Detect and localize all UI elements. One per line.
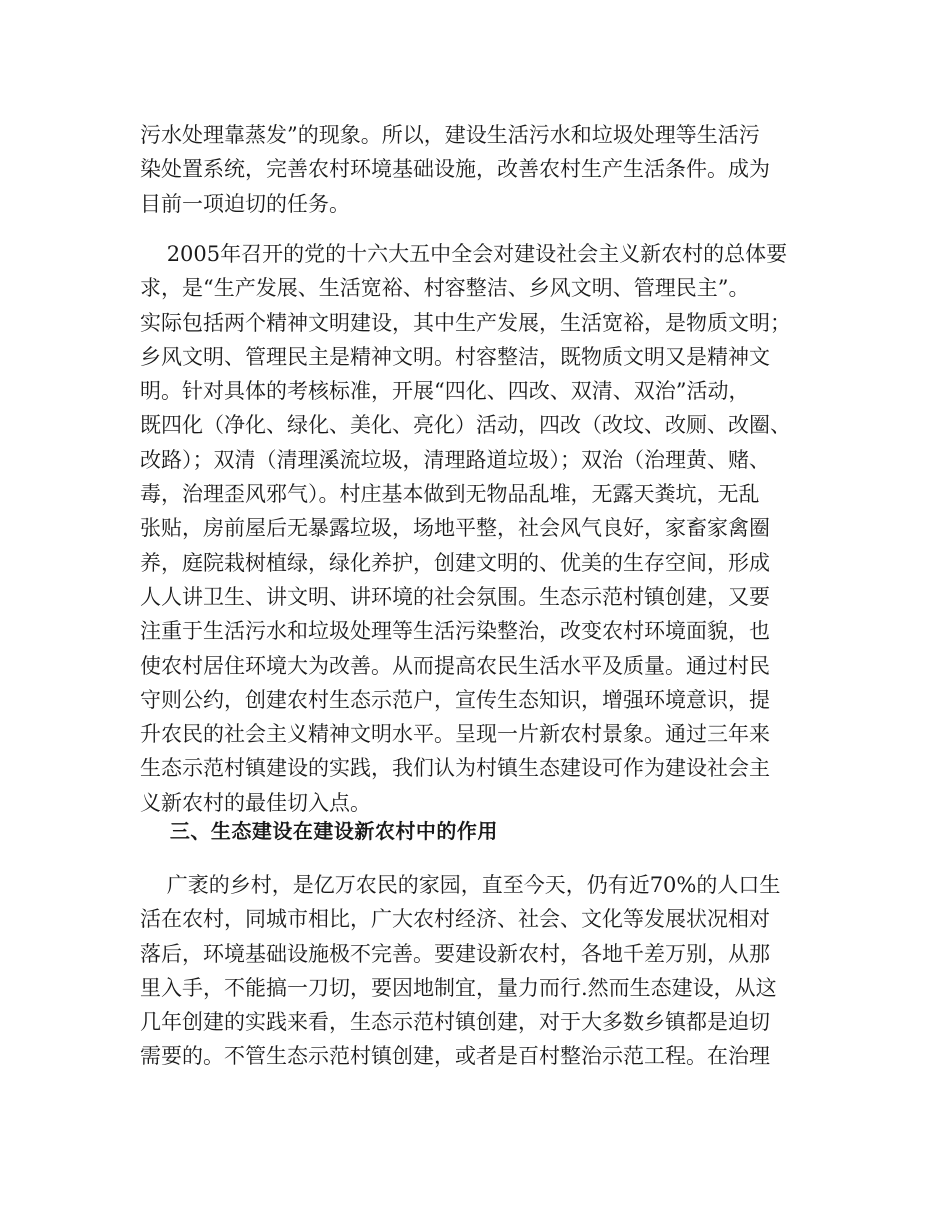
text-line: 实际包括两个精神文明建设，其中生产发展，生活宽裕，是物质文明； [140, 310, 791, 335]
text-line: 人人讲卫生、讲文明、讲环境的社会氛围。生态示范村镇创建，又要 [140, 584, 770, 609]
text-line: 生态示范村镇建设的实践，我们认为村镇生态建设可作为建设社会主 [140, 756, 770, 781]
text-line: 2005年召开的党的十六大五中全会对建设社会主义新农村的总体要 [140, 242, 788, 266]
text-line: 毒，治理歪风邪气）。村庄基本做到无物品乱堆，无露天粪坑，无乱 [140, 482, 760, 507]
paragraph-2 [140, 237, 812, 820]
text-line: 污水处理靠蒸发”的现象。所以，建设生活污水和垃圾处理等生活污 [140, 123, 760, 147]
heading-text: 三、生态建设在建设新农村中的作用 [140, 819, 498, 843]
text-line: 里入手，不能搞一刀切，要因地制宜，量力而行.然而生态建设，从这 [140, 975, 777, 1000]
text-line: 改路）；双清（清理溪流垃圾，清理路道垃圾）；双治（治理黄、赌、 [140, 447, 770, 472]
text-line: 义新农村的最佳切入点。 [140, 790, 371, 815]
text-line: 目前一项迫切的任务。 [140, 191, 350, 216]
text-line: 需要的。不管生态示范村镇创建，或者是百村整治示范工程。在治理 [140, 1044, 770, 1069]
text-line: 染处置系统，完善农村环境基础设施，改善农村生产生活条件。成为 [140, 157, 770, 182]
text-line: 落后，环境基础设施极不完善。要建设新农村，各地千差万别，从那 [140, 941, 770, 966]
text-line: 几年创建的实践来看，生态示范村镇创建，对于大多数乡镇都是迫切 [140, 1010, 770, 1035]
paragraph-1 [140, 118, 812, 221]
section-heading [140, 814, 812, 848]
text-line: 注重于生活污水和垃圾处理等生活污染整治，改变农村环境面貌，也 [140, 619, 770, 644]
text-line: 守则公约，创建农村生态示范户，宣传生态知识，增强环境意识，提 [140, 687, 770, 712]
text-line: 养，庭院栽树植绿，绿化养护，创建文明的、优美的生存空间，形成 [140, 550, 770, 575]
text-line: 求，是“生产发展、生活宽裕、村容整洁、乡风文明、管理民主”。 [140, 276, 750, 301]
text-line: 乡风文明、管理民主是精神文明。村容整洁，既物质文明又是精神文 [140, 344, 770, 369]
paragraph-3 [140, 868, 812, 1074]
text-line: 升农民的社会主义精神文明水平。呈现一片新农村景象。通过三年来 [140, 722, 770, 747]
text-line: 广袤的乡村，是亿万农民的家园，直至今天，仍有近70%的人口生 [140, 873, 781, 897]
text-line: 张贴，房前屋后无暴露垃圾，场地平整，社会风气良好，家畜家禽圈 [140, 516, 770, 541]
text-line: 使农村居住环境大为改善。从而提高农民生活水平及质量。通过村民 [140, 653, 770, 678]
text-line: 既四化（净化、绿化、美化、亮化）活动，四改（改坟、改厕、改圈、 [140, 413, 791, 438]
text-line: 明。针对具体的考核标准，开展“四化、四改、双清、双治”活动， [140, 379, 750, 404]
text-line: 活在农村，同城市相比，广大农村经济、社会、文化等发展状况相对 [140, 907, 770, 932]
